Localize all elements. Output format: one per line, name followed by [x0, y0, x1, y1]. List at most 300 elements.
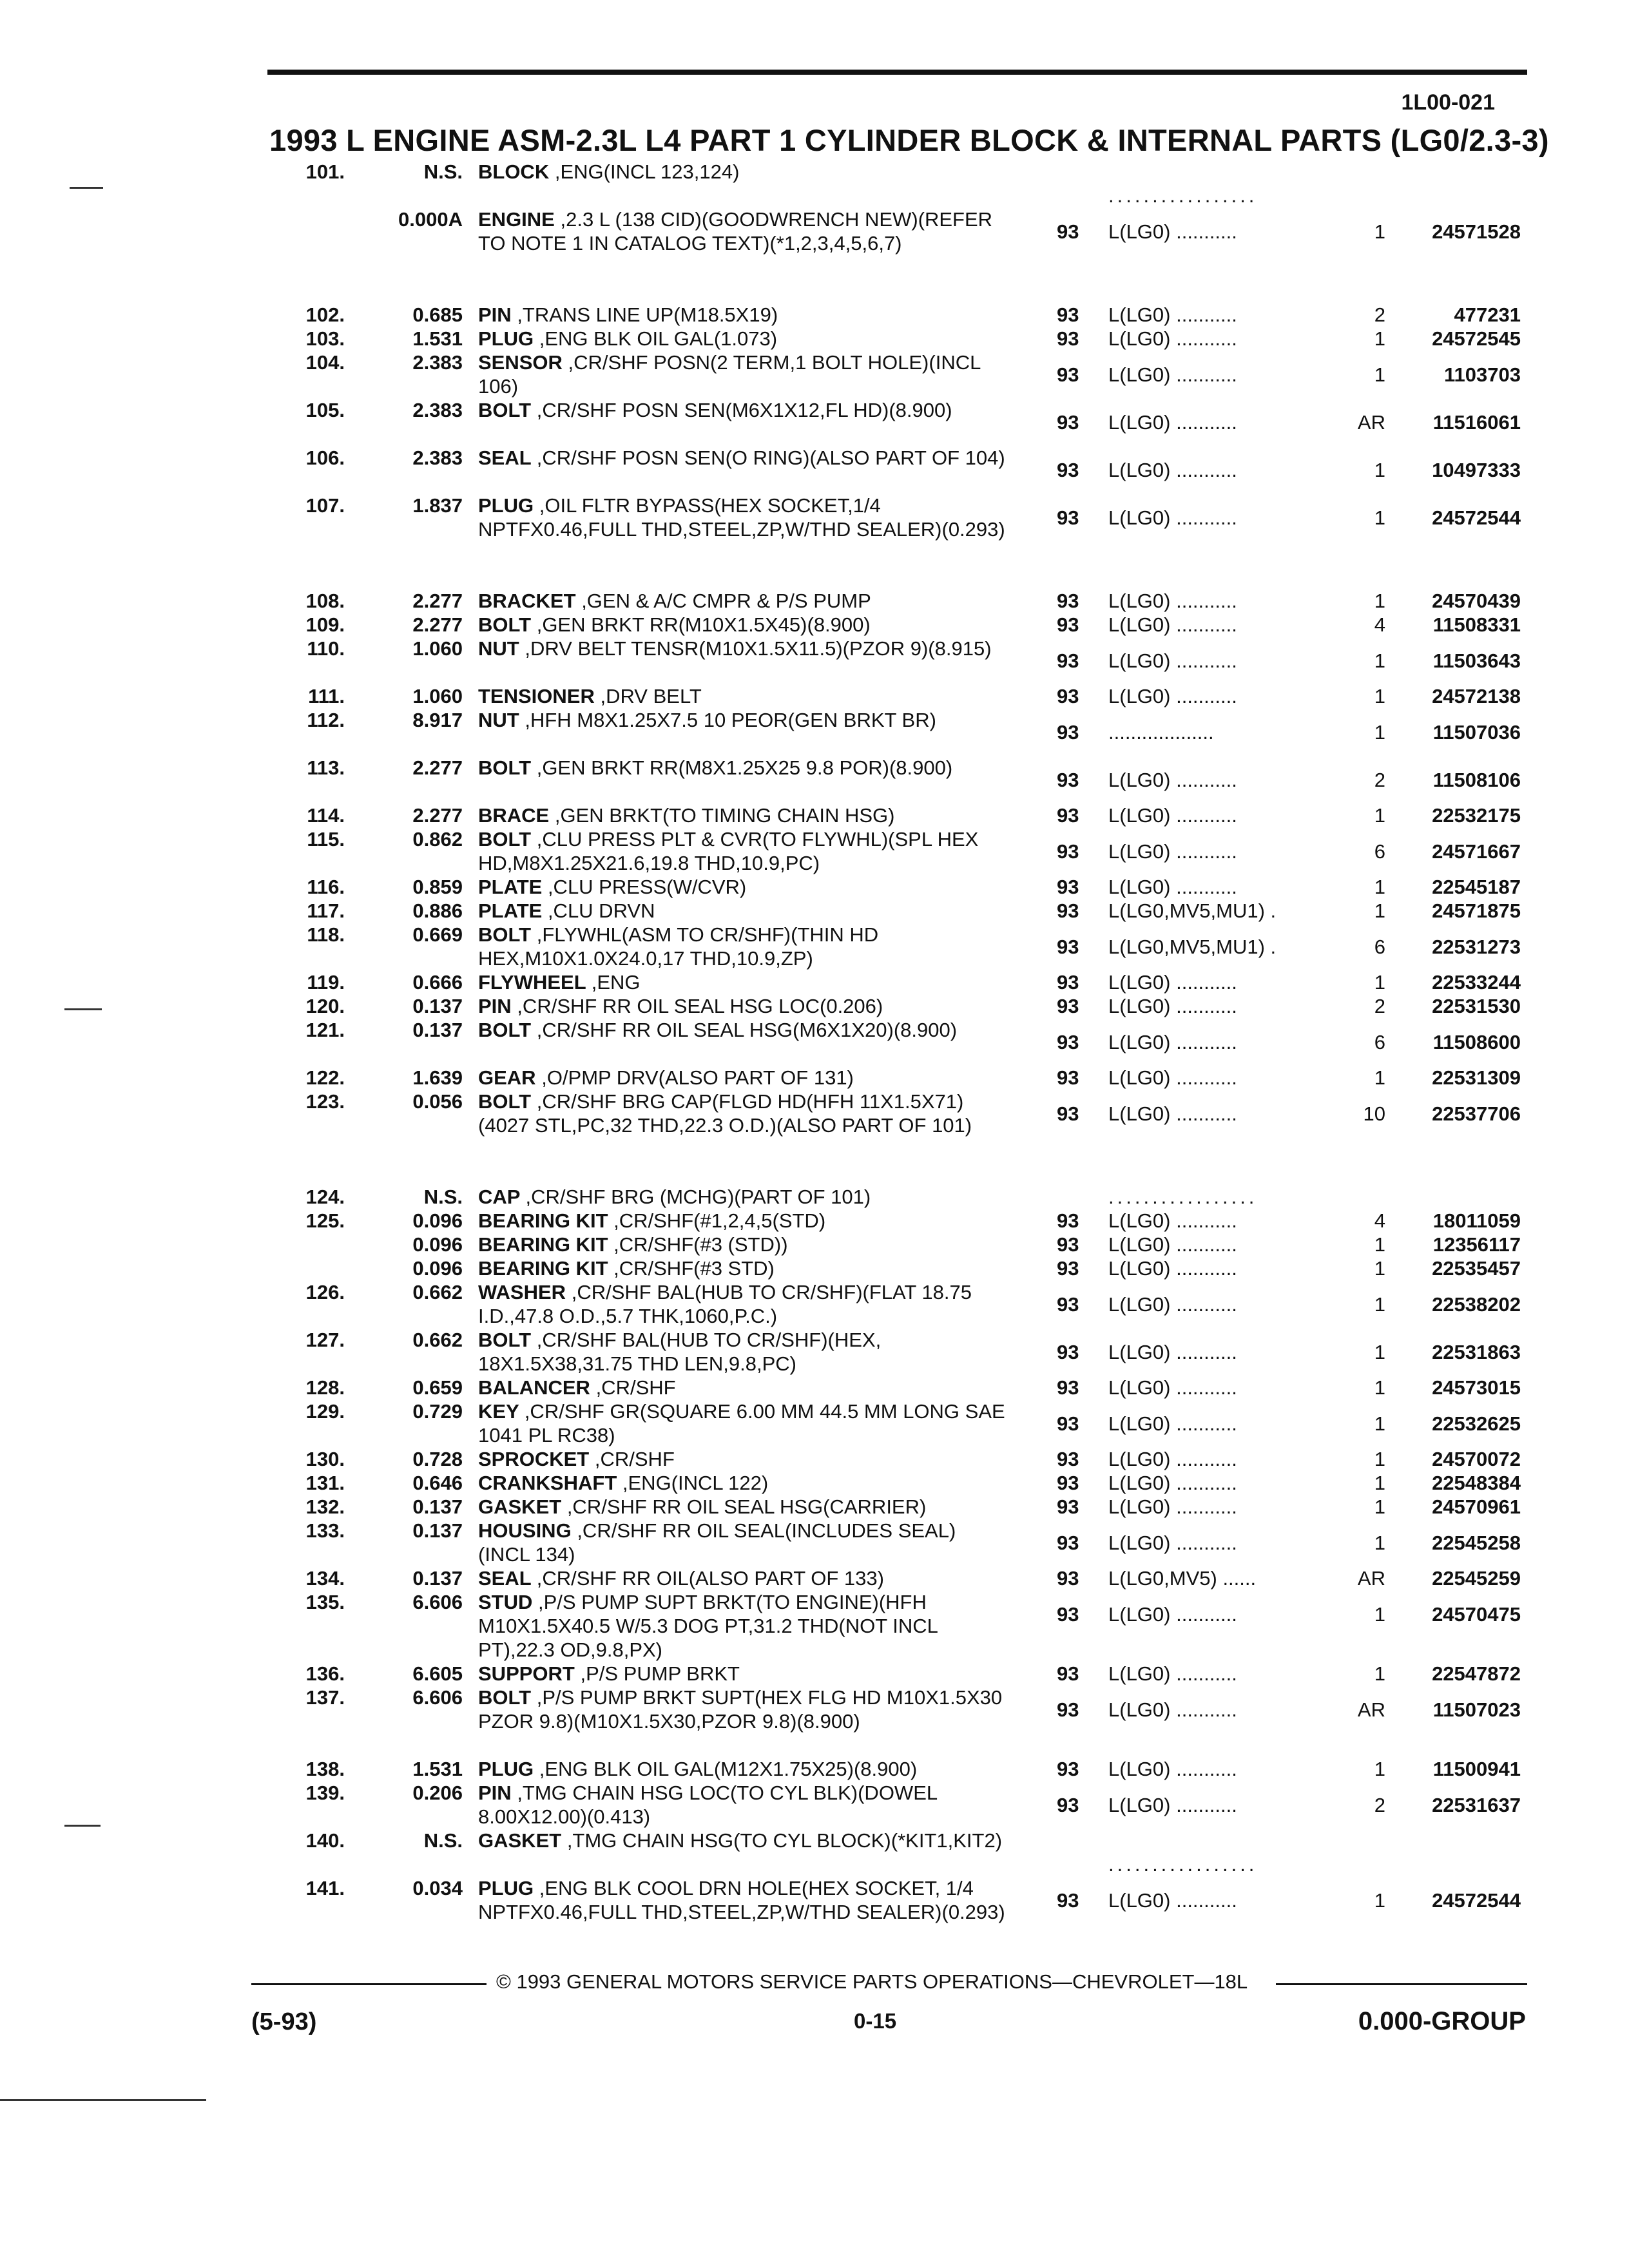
item-index: 139.	[305, 1782, 345, 1804]
quantity: 1	[1374, 971, 1385, 994]
table-row	[0, 899, 1629, 923]
part-detail: ,ENG BLK COOL DRN HOLE(HEX SOCKET, 1/4 NPTFX0.46,FULL THD,STEEL,ZP,W/THD SEALER)(0.293)	[478, 1877, 1005, 1923]
model-year: 93	[1057, 768, 1079, 791]
page-title: 1993 L ENGINE ASM-2.3L L4 PART 1 CYLINDER BLOCK & INTERNAL PARTS (LG0/2.3-3)	[269, 123, 1549, 157]
group-number: 0.206	[412, 1782, 463, 1804]
part-detail: ,ENG BLK OIL GAL(M12X1.75X25)(8.900)	[539, 1758, 918, 1780]
item-index: 132.	[305, 1495, 345, 1518]
table-row	[0, 803, 1629, 827]
part-detail: ,CR/SHF BAL(HUB TO CR/SHF)(FLAT 18.75 I.D.,47.8 O.D.,5.7 THK,1060,P.C.)	[478, 1281, 972, 1327]
model-year: 93	[1057, 1233, 1079, 1256]
part-detail: ,2.3 L (138 CID)(GOODWRENCH NEW)(REFER TO NOTE 1 IN CATALOG TEXT)(*1,2,3,4,5,6,7)	[478, 208, 993, 255]
item-index: 123.	[305, 1090, 345, 1113]
footer-copyright: © 1993 GENERAL MOTORS SERVICE PARTS OPERATIONS—CHEVROLET—18L	[496, 1970, 1248, 1993]
part-name: CRANKSHAFT	[478, 1472, 617, 1494]
table-row	[0, 994, 1629, 1018]
engine-model: L(LG0,MV5,MU1) .	[1108, 899, 1277, 922]
part-number: 24571528	[1432, 220, 1521, 243]
item-index: 120.	[305, 995, 345, 1017]
part-number: 1103703	[1444, 363, 1521, 386]
part-description	[478, 1256, 1007, 1280]
part-name: GASKET	[478, 1829, 562, 1852]
part-detail: ,OIL FLTR BYPASS(HEX SOCKET,1/4 NPTFX0.46,FULL THD,STEEL,ZP,W/THD SEALER)(0.293)	[478, 494, 1005, 541]
model-year: 93	[1057, 303, 1079, 326]
quantity: 1	[1374, 1662, 1385, 1685]
engine-model: L(LG0) ...........	[1108, 1066, 1237, 1089]
quantity: 1	[1374, 1293, 1385, 1316]
leader-dots: .................	[1108, 1186, 1258, 1208]
quantity: 4	[1374, 613, 1385, 636]
part-detail: ,CLU PRESS PLT & CVR(TO FLYWHL)(SPL HEX HD,M8X1.25X21.6,19.8 THD,10.9,PC)	[478, 828, 979, 874]
engine-model: L(LG0) ...........	[1108, 1293, 1237, 1316]
part-description	[478, 827, 1007, 875]
model-year: 93	[1057, 220, 1079, 243]
part-detail: ,GEN BRKT RR(M8X1.25X25 9.8 POR)(8.900)	[536, 756, 953, 779]
part-number: 22547872	[1432, 1662, 1521, 1685]
part-description	[478, 923, 1007, 970]
group-number: 1.060	[412, 637, 463, 660]
part-description	[478, 1829, 1007, 1852]
item-index: 128.	[305, 1376, 345, 1399]
part-name: PLATE	[478, 899, 543, 922]
item-index: 124.	[305, 1186, 345, 1208]
part-number: 18011059	[1432, 1209, 1521, 1232]
quantity: 4	[1374, 1209, 1385, 1232]
model-year: 93	[1057, 1376, 1079, 1399]
engine-model: L(LG0) ...........	[1108, 613, 1237, 636]
quantity: 1	[1374, 1376, 1385, 1399]
table-row	[0, 970, 1629, 994]
engine-model: L(LG0) ...........	[1108, 840, 1237, 863]
table-row	[0, 1066, 1629, 1090]
item-index: 125.	[305, 1209, 345, 1232]
item-index: 137.	[305, 1686, 345, 1709]
group-number: 2.277	[412, 590, 463, 612]
engine-model: L(LG0) ...........	[1108, 327, 1237, 350]
table-row	[0, 1256, 1629, 1280]
quantity: 1	[1374, 720, 1385, 744]
group-number: 1.060	[412, 685, 463, 707]
item-index: 114.	[307, 804, 345, 827]
part-number: 22531530	[1432, 995, 1521, 1017]
margin-mark	[64, 1008, 102, 1010]
part-name: BOLT	[478, 613, 532, 636]
quantity: 2	[1374, 303, 1385, 326]
group-number: 0.137	[412, 1019, 463, 1041]
model-year: 93	[1057, 327, 1079, 350]
part-description	[478, 875, 1007, 899]
quantity: 1	[1374, 458, 1385, 481]
part-name: NUT	[478, 637, 519, 660]
model-year: 93	[1057, 876, 1079, 898]
item-index: 108.	[305, 590, 345, 612]
part-name: BRACKET	[478, 590, 576, 612]
part-description	[478, 327, 1007, 351]
quantity: 1	[1374, 363, 1385, 386]
item-index: 141.	[305, 1877, 345, 1899]
quantity: 1	[1374, 899, 1385, 922]
part-number: 10497333	[1432, 458, 1521, 481]
part-description	[478, 1519, 1007, 1566]
part-detail: ,CR/SHF(#1,2,4,5(STD)	[613, 1209, 826, 1232]
part-number: 11503643	[1432, 649, 1521, 672]
engine-model: L(LG0) ...........	[1108, 1209, 1237, 1232]
model-year: 93	[1057, 1793, 1079, 1816]
quantity: 1	[1374, 1888, 1385, 1912]
part-detail: ,HFH M8X1.25X7.5 10 PEOR(GEN BRKT BR)	[525, 709, 936, 731]
part-name: NUT	[478, 709, 519, 731]
part-number: 24570961	[1432, 1495, 1521, 1518]
model-year: 93	[1057, 1602, 1079, 1626]
table-row	[0, 351, 1629, 398]
part-number: 24573015	[1432, 1376, 1521, 1399]
part-name: SPROCKET	[478, 1448, 590, 1470]
part-description	[478, 970, 1007, 994]
part-detail: ,CR/SHF RR OIL SEAL HSG LOC(0.206)	[517, 995, 883, 1017]
part-number: 24570475	[1432, 1602, 1521, 1626]
model-year: 93	[1057, 1293, 1079, 1316]
table-row	[0, 684, 1629, 708]
part-detail: ,CR/SHF(#3 STD)	[613, 1257, 775, 1280]
top-rule	[267, 70, 1527, 75]
table-row	[0, 756, 1629, 803]
quantity: 2	[1374, 995, 1385, 1017]
part-description	[478, 1399, 1007, 1447]
model-year: 93	[1057, 410, 1079, 434]
part-detail: ,TMG CHAIN HSG(TO CYL BLOCK)(*KIT1,KIT2)	[566, 1829, 1003, 1852]
item-index: 106.	[305, 447, 345, 469]
part-detail: ,ENG	[591, 971, 641, 994]
part-detail: ,P/S PUMP BRKT	[580, 1662, 740, 1685]
part-number: 22532625	[1432, 1412, 1521, 1435]
model-year: 93	[1057, 613, 1079, 636]
table-row	[0, 1471, 1629, 1495]
item-index: 129.	[305, 1400, 345, 1423]
part-name: BALANCER	[478, 1376, 590, 1399]
model-year: 93	[1057, 1531, 1079, 1554]
group-number: 0.137	[412, 995, 463, 1017]
model-year: 93	[1057, 685, 1079, 707]
part-number: 22532175	[1432, 804, 1521, 827]
table-row	[0, 1566, 1629, 1590]
table-row	[0, 1590, 1629, 1662]
group-number: 2.383	[412, 447, 463, 469]
model-year: 93	[1057, 995, 1079, 1017]
part-name: BOLT	[478, 828, 532, 850]
item-index: 121.	[305, 1019, 345, 1041]
item-index: 113.	[307, 756, 345, 779]
model-year: 93	[1057, 1448, 1079, 1470]
group-number: 6.606	[412, 1591, 463, 1613]
part-detail: ,TMG CHAIN HSG LOC(TO CYL BLK)(DOWEL 8.00X12.00)(0.413)	[478, 1782, 937, 1828]
table-row	[0, 1376, 1629, 1399]
table-row	[0, 1280, 1629, 1328]
engine-model: L(LG0) ...........	[1108, 590, 1237, 612]
part-description	[478, 1185, 1007, 1209]
part-number: 11508331	[1432, 613, 1521, 636]
part-detail: ,P/S PUMP BRKT SUPT(HEX FLG HD M10X1.5X30 PZOR 9.8)(M10X1.5X30,PZOR 9.8)(8.900)	[478, 1686, 1003, 1733]
part-description	[478, 1066, 1007, 1090]
group-number: N.S.	[423, 1186, 463, 1208]
quantity: 1	[1374, 1495, 1385, 1518]
quantity: 6	[1374, 840, 1385, 863]
part-name: PLUG	[478, 327, 534, 350]
part-description	[478, 494, 1007, 541]
part-detail: ,GEN BRKT RR(M10X1.5X45)(8.900)	[536, 613, 871, 636]
part-number: 22538202	[1432, 1293, 1521, 1316]
part-name: PLUG	[478, 494, 534, 517]
part-description	[478, 1209, 1007, 1233]
part-name: STUD	[478, 1591, 533, 1613]
model-year: 93	[1057, 1340, 1079, 1363]
group-number: 6.606	[412, 1686, 463, 1709]
quantity: 1	[1374, 1448, 1385, 1470]
table-row	[0, 1829, 1629, 1876]
part-name: PLUG	[478, 1758, 534, 1780]
part-description	[478, 1328, 1007, 1376]
engine-model: L(LG0) ...........	[1108, 458, 1237, 481]
group-number: N.S.	[423, 1829, 463, 1852]
model-year: 93	[1057, 1472, 1079, 1494]
item-index: 135.	[305, 1591, 345, 1613]
table-row	[0, 1447, 1629, 1471]
quantity: 1	[1374, 1257, 1385, 1280]
catalog-code: 1L00-021	[1401, 90, 1495, 115]
item-index: 115.	[307, 828, 345, 850]
table-row	[0, 1185, 1629, 1209]
engine-model: L(LG0) ...........	[1108, 1888, 1237, 1912]
part-description	[478, 756, 1007, 780]
part-description	[478, 1876, 1007, 1924]
part-name: ENGINE	[478, 208, 555, 231]
part-name: PIN	[478, 1782, 512, 1804]
model-year: 93	[1057, 1662, 1079, 1685]
part-description	[478, 1376, 1007, 1399]
part-name: SENSOR	[478, 351, 563, 374]
quantity: 1	[1374, 1340, 1385, 1363]
engine-model: L(LG0) ...........	[1108, 1793, 1237, 1816]
group-number: 0.662	[412, 1329, 463, 1351]
part-detail: ,CLU PRESS(W/CVR)	[547, 876, 747, 898]
part-name: SEAL	[478, 447, 532, 469]
table-row	[0, 494, 1629, 589]
part-detail: ,CR/SHF	[594, 1448, 675, 1470]
item-index: 130.	[305, 1448, 345, 1470]
engine-model: L(LG0) ...........	[1108, 220, 1237, 243]
part-name: FLYWHEEL	[478, 971, 586, 994]
engine-model: L(LG0) ...........	[1108, 1233, 1237, 1256]
table-row	[0, 1519, 1629, 1566]
leader-dots: .................	[1108, 184, 1258, 207]
part-name: GASKET	[478, 1495, 562, 1518]
part-name: HOUSING	[478, 1519, 572, 1542]
part-detail: ,ENG(INCL 122)	[622, 1472, 769, 1494]
part-detail: ,CR/SHF RR OIL SEAL(INCLUDES SEAL)(INCL 134)	[478, 1519, 956, 1566]
table-row	[0, 398, 1629, 446]
model-year: 93	[1057, 971, 1079, 994]
quantity: AR	[1357, 1698, 1385, 1721]
part-description	[478, 1090, 1007, 1137]
part-name: BOLT	[478, 399, 532, 421]
item-index: 134.	[305, 1567, 345, 1590]
model-year: 93	[1057, 1030, 1079, 1053]
part-name: PIN	[478, 995, 512, 1017]
part-name: BEARING KIT	[478, 1233, 608, 1256]
engine-model: L(LG0) ...........	[1108, 363, 1237, 386]
group-number: 2.277	[412, 756, 463, 779]
item-index: 110.	[307, 637, 345, 660]
part-number: 22531863	[1432, 1340, 1521, 1363]
item-index: 103.	[305, 327, 345, 350]
part-number: 22545259	[1432, 1567, 1521, 1590]
part-number: 22545258	[1432, 1531, 1521, 1554]
part-description	[478, 1233, 1007, 1256]
part-description	[478, 1686, 1007, 1733]
quantity: 1	[1374, 220, 1385, 243]
quantity: AR	[1357, 1567, 1385, 1590]
model-year: 93	[1057, 1412, 1079, 1435]
quantity: 2	[1374, 1793, 1385, 1816]
quantity: AR	[1357, 410, 1385, 434]
table-row	[0, 327, 1629, 351]
quantity: 1	[1374, 804, 1385, 827]
model-year: 93	[1057, 804, 1079, 827]
item-index: 140.	[305, 1829, 345, 1852]
part-name: BOLT	[478, 1019, 532, 1041]
part-number: 22533244	[1432, 971, 1521, 994]
part-number: 24570439	[1432, 590, 1521, 612]
part-name: PIN	[478, 303, 512, 326]
model-year: 93	[1057, 1495, 1079, 1518]
part-detail: ,CR/SHF	[595, 1376, 676, 1399]
item-index: 133.	[305, 1519, 345, 1542]
part-name: TENSIONER	[478, 685, 595, 707]
table-row	[0, 1757, 1629, 1781]
table-row	[0, 589, 1629, 613]
engine-model: L(LG0) ...........	[1108, 1030, 1237, 1053]
engine-model: L(LG0) ...........	[1108, 1376, 1237, 1399]
quantity: 1	[1374, 1758, 1385, 1780]
engine-model: L(LG0) ...........	[1108, 1758, 1237, 1780]
group-number: 0.729	[412, 1400, 463, 1423]
item-index: 122.	[305, 1066, 345, 1089]
part-description	[478, 589, 1007, 613]
part-name: PLUG	[478, 1877, 534, 1899]
model-year: 93	[1057, 840, 1079, 863]
model-year: 93	[1057, 458, 1079, 481]
part-detail: ,ENG(INCL 123,124)	[554, 160, 740, 183]
part-number: 22531309	[1432, 1066, 1521, 1089]
item-index: 104.	[305, 351, 345, 374]
group-number: 6.605	[412, 1662, 463, 1685]
model-year: 93	[1057, 1567, 1079, 1590]
part-description	[478, 351, 1007, 398]
item-index: 112.	[307, 709, 345, 731]
group-number: 1.531	[412, 1758, 463, 1780]
part-number: 11507023	[1432, 1698, 1521, 1721]
part-name: SEAL	[478, 1567, 532, 1590]
engine-model: L(LG0) ...........	[1108, 971, 1237, 994]
item-index: 111.	[308, 685, 345, 707]
quantity: 1	[1374, 590, 1385, 612]
engine-model: L(LG0) ...........	[1108, 303, 1237, 326]
engine-model: L(LG0) ...........	[1108, 410, 1237, 434]
engine-model: L(LG0) ...........	[1108, 876, 1237, 898]
part-detail: ,CR/SHF(#3 (STD))	[613, 1233, 788, 1256]
part-description	[478, 708, 1007, 732]
item-index: 101.	[305, 160, 345, 183]
part-number: 24570072	[1432, 1448, 1521, 1470]
part-detail: ,ENG BLK OIL GAL(1.073)	[539, 327, 778, 350]
part-number: 11508106	[1432, 768, 1521, 791]
part-description	[478, 1495, 1007, 1519]
group-number: 0.096	[412, 1209, 463, 1232]
quantity: 10	[1363, 1102, 1385, 1125]
engine-model: L(LG0) ...........	[1108, 506, 1237, 529]
engine-model: L(LG0) ...........	[1108, 1257, 1237, 1280]
engine-model: L(LG0) ...........	[1108, 685, 1237, 707]
part-detail: ,FLYWHL(ASM TO CR/SHF)(THIN HD HEX,M10X1.0X24.0,17 THD,10.9,ZP)	[478, 923, 879, 970]
table-row	[0, 1781, 1629, 1829]
part-detail: ,CR/SHF POSN SEN(O RING)(ALSO PART OF 104)	[536, 447, 1005, 469]
table-row	[0, 1399, 1629, 1447]
engine-model: L(LG0) ...........	[1108, 1448, 1237, 1470]
part-description	[478, 160, 1007, 184]
part-number: 24571667	[1432, 840, 1521, 863]
engine-model: L(LG0) ...........	[1108, 1472, 1237, 1494]
quantity: 1	[1374, 876, 1385, 898]
group-number: 0.666	[412, 971, 463, 994]
footer-rule-right	[1276, 1983, 1527, 1985]
part-number: 24572544	[1432, 506, 1521, 529]
group-number: 0.137	[412, 1519, 463, 1542]
engine-model: L(LG0) ...........	[1108, 1412, 1237, 1435]
model-year: 93	[1057, 1102, 1079, 1125]
item-index: 105.	[305, 399, 345, 421]
group-number: 0.685	[412, 303, 463, 326]
model-year: 93	[1057, 1758, 1079, 1780]
group-number: 0.096	[412, 1233, 463, 1256]
part-detail: ,GEN & A/C CMPR & P/S PUMP	[581, 590, 871, 612]
group-number: 0.096	[412, 1257, 463, 1280]
quantity: 1	[1374, 1472, 1385, 1494]
model-year: 93	[1057, 590, 1079, 612]
footer-group: 0.000-GROUP	[1358, 2007, 1526, 2035]
engine-model: L(LG0) ...........	[1108, 1102, 1237, 1125]
model-year: 93	[1057, 1257, 1079, 1280]
group-number: 1.639	[412, 1066, 463, 1089]
table-row	[0, 1018, 1629, 1066]
quantity: 1	[1374, 649, 1385, 672]
part-description	[478, 1757, 1007, 1781]
part-description	[478, 637, 1007, 660]
footer-date: (5-93)	[251, 2008, 317, 2035]
part-number: 11508600	[1432, 1030, 1521, 1053]
part-description	[478, 207, 1007, 255]
group-number: 0.728	[412, 1448, 463, 1470]
group-number: 0.669	[412, 923, 463, 946]
part-number: 22545187	[1432, 876, 1521, 898]
part-description	[478, 684, 1007, 708]
part-detail: ,CR/SHF RR OIL(ALSO PART OF 133)	[536, 1567, 884, 1590]
engine-model: ...................	[1108, 720, 1214, 744]
table-row	[0, 875, 1629, 899]
part-number: 24572544	[1432, 1888, 1521, 1912]
table-row	[0, 637, 1629, 684]
engine-model: L(LG0) ...........	[1108, 768, 1237, 791]
table-row	[0, 160, 1629, 207]
part-detail: ,CR/SHF BAL(HUB TO CR/SHF)(HEX, 18X1.5X38,31.75 THD LEN,9.8,PC)	[478, 1329, 882, 1375]
